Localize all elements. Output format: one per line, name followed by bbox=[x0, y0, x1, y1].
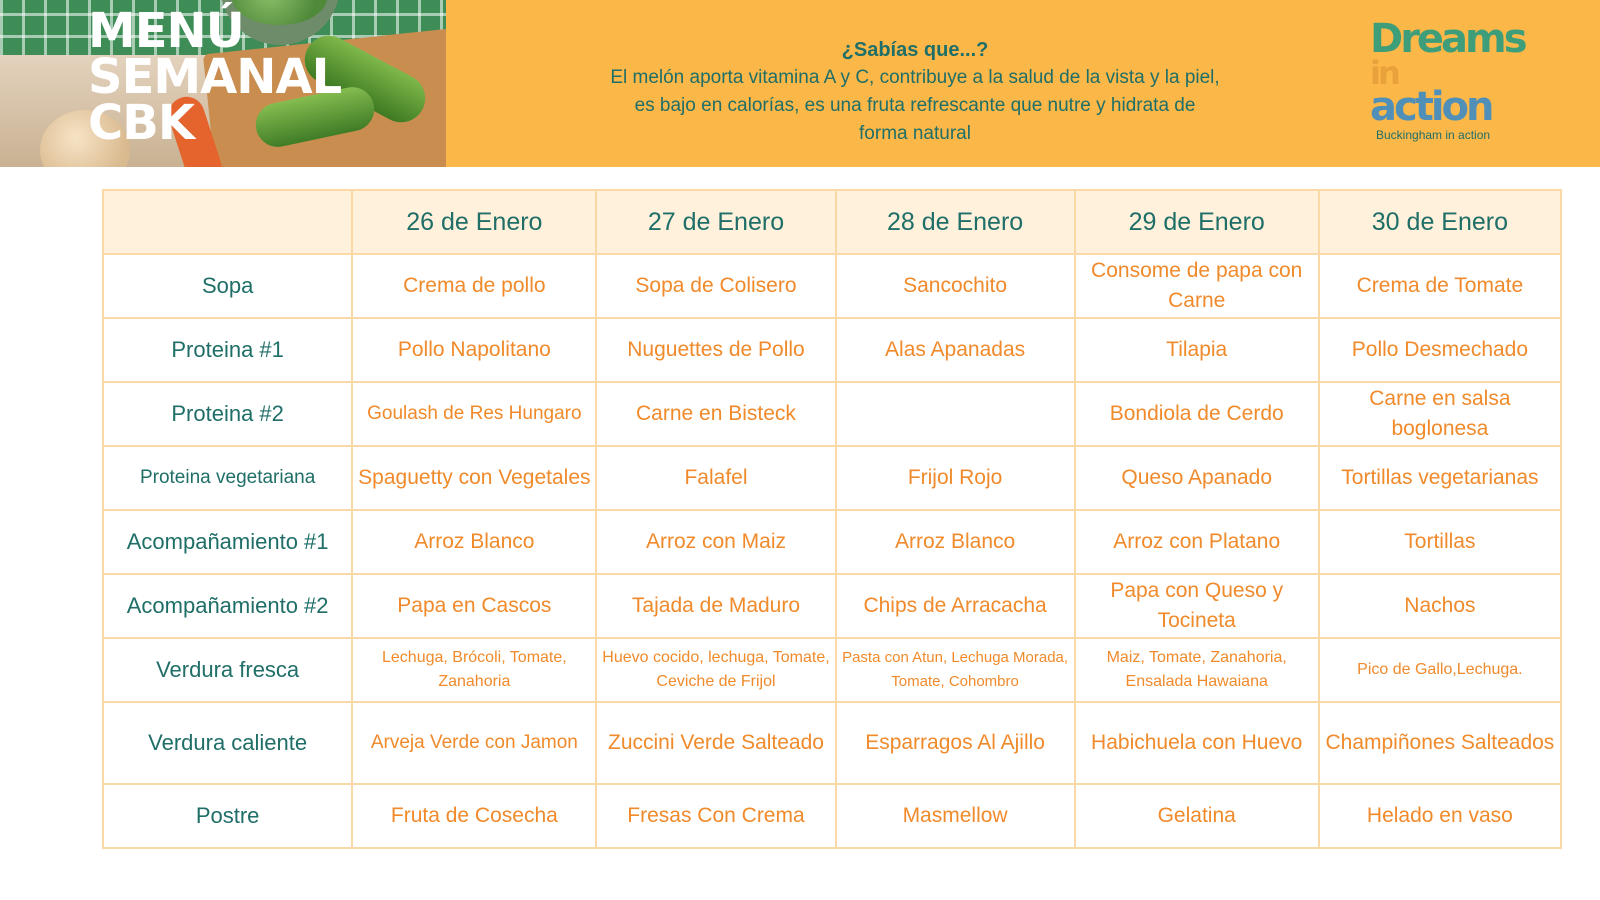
menu-cell: Esparragos Al Ajillo bbox=[836, 702, 1075, 784]
fun-fact-text: El melón aporta vitamina A y C, contribuye a la salud de la vista y la piel, es bajo en calorías, es una fruta refrescante que nutre y hidrata de forma natural bbox=[610, 67, 1220, 144]
menu-cell: Fresas Con Crema bbox=[596, 784, 835, 848]
table-row bbox=[103, 254, 1561, 318]
menu-cell: Habichuela con Huevo bbox=[1075, 702, 1319, 784]
menu-cell: Pollo Desmechado bbox=[1319, 318, 1561, 382]
table-row bbox=[103, 382, 1561, 446]
menu-cell: Gelatina bbox=[1075, 784, 1319, 848]
menu-cell: Arroz Blanco bbox=[836, 510, 1075, 574]
menu-cell: Fruta de Cosecha bbox=[352, 784, 596, 848]
fun-fact-heading: ¿Sabías que...? bbox=[841, 39, 989, 61]
logo-word: Dreams bbox=[1370, 16, 1525, 62]
day-header: 26 de Enero bbox=[352, 190, 596, 254]
menu-title-line: SEMANAL bbox=[88, 49, 342, 105]
menu-cell: Sancochito bbox=[836, 254, 1075, 318]
menu-cell: Champiñones Salteados bbox=[1319, 702, 1561, 784]
day-header: 30 de Enero bbox=[1319, 190, 1561, 254]
menu-cell: Tilapia bbox=[1075, 318, 1319, 382]
table-row bbox=[103, 702, 1561, 784]
menu-cell: Crema de Tomate bbox=[1319, 254, 1561, 318]
day-header: 28 de Enero bbox=[836, 190, 1075, 254]
row-label: Acompañamiento #2 bbox=[103, 574, 352, 638]
menu-cell: Queso Apanado bbox=[1075, 446, 1319, 510]
day-header: 27 de Enero bbox=[596, 190, 835, 254]
logo-word: action bbox=[1370, 84, 1492, 130]
menu-cell: Nuguettes de Pollo bbox=[596, 318, 835, 382]
menu-cell: Spaguetty con Vegetales bbox=[352, 446, 596, 510]
menu-cell: Tortillas bbox=[1319, 510, 1561, 574]
row-label: Proteina vegetariana bbox=[103, 446, 352, 510]
row-label: Sopa bbox=[103, 254, 352, 318]
menu-cell: Goulash de Res Hungaro bbox=[352, 382, 596, 446]
menu-cell: Pollo Napolitano bbox=[352, 318, 596, 382]
menu-title bbox=[88, 3, 342, 151]
menu-cell: Arveja Verde con Jamon bbox=[352, 702, 596, 784]
table-row bbox=[103, 638, 1561, 702]
dreams-in-action-logo bbox=[1370, 16, 1545, 147]
weekly-menu-table bbox=[102, 189, 1562, 849]
day-header: 29 de Enero bbox=[1075, 190, 1319, 254]
menu-cell: Maiz, Tomate, Zanahoria, Ensalada Hawaiana bbox=[1075, 638, 1319, 702]
menu-cell: Tajada de Maduro bbox=[596, 574, 835, 638]
menu-cell: Bondiola de Cerdo bbox=[1075, 382, 1319, 446]
menu-cell: Carne en salsa boglonesa bbox=[1319, 382, 1561, 446]
table-row bbox=[103, 446, 1561, 510]
menu-cell: Arroz con Platano bbox=[1075, 510, 1319, 574]
logo-tagline: Buckingham in action bbox=[1376, 128, 1491, 142]
menu-cell: Sopa de Colisero bbox=[596, 254, 835, 318]
menu-cell: Pasta con Atun, Lechuga Morada, Tomate, Cohombro bbox=[836, 638, 1075, 702]
menu-cell: Alas Apanadas bbox=[836, 318, 1075, 382]
menu-title-line: MENÚ bbox=[88, 3, 244, 59]
corner-cell bbox=[103, 190, 352, 254]
menu-cell: Arroz con Maiz bbox=[596, 510, 835, 574]
table-row bbox=[103, 784, 1561, 848]
row-label: Proteina #2 bbox=[103, 382, 352, 446]
menu-cell: Zuccini Verde Salteado bbox=[596, 702, 835, 784]
menu-cell: Nachos bbox=[1319, 574, 1561, 638]
menu-cell: Tortillas vegetarianas bbox=[1319, 446, 1561, 510]
fun-fact bbox=[590, 36, 1240, 148]
menu-cell: Papa en Cascos bbox=[352, 574, 596, 638]
menu-cell: Chips de Arracacha bbox=[836, 574, 1075, 638]
menu-cell: Carne en Bisteck bbox=[596, 382, 835, 446]
menu-cell: Crema de pollo bbox=[352, 254, 596, 318]
menu-cell: Consome de papa con Carne bbox=[1075, 254, 1319, 318]
table-row bbox=[103, 510, 1561, 574]
vegetables-photo bbox=[0, 0, 446, 167]
row-label: Acompañamiento #1 bbox=[103, 510, 352, 574]
menu-cell: Frijol Rojo bbox=[836, 446, 1075, 510]
table-header-row bbox=[103, 190, 1561, 254]
menu-cell: Huevo cocido, lechuga, Tomate, Ceviche de Frijol bbox=[596, 638, 835, 702]
menu-cell: Falafel bbox=[596, 446, 835, 510]
menu-cell: Helado en vaso bbox=[1319, 784, 1561, 848]
row-label: Verdura caliente bbox=[103, 702, 352, 784]
header-banner bbox=[0, 0, 1600, 167]
menu-cell: Papa con Queso y Tocineta bbox=[1075, 574, 1319, 638]
row-label: Postre bbox=[103, 784, 352, 848]
table-row bbox=[103, 318, 1561, 382]
menu-title-line: CBK bbox=[88, 95, 195, 151]
table-row bbox=[103, 574, 1561, 638]
row-label: Proteina #1 bbox=[103, 318, 352, 382]
menu-cell: Arroz Blanco bbox=[352, 510, 596, 574]
menu-cell: Masmellow bbox=[836, 784, 1075, 848]
row-label: Verdura fresca bbox=[103, 638, 352, 702]
menu-cell: Lechuga, Brócoli, Tomate, Zanahoria bbox=[352, 638, 596, 702]
menu-cell bbox=[836, 382, 1075, 446]
logo-word: in bbox=[1370, 54, 1398, 92]
menu-cell: Pico de Gallo,Lechuga. bbox=[1319, 638, 1561, 702]
